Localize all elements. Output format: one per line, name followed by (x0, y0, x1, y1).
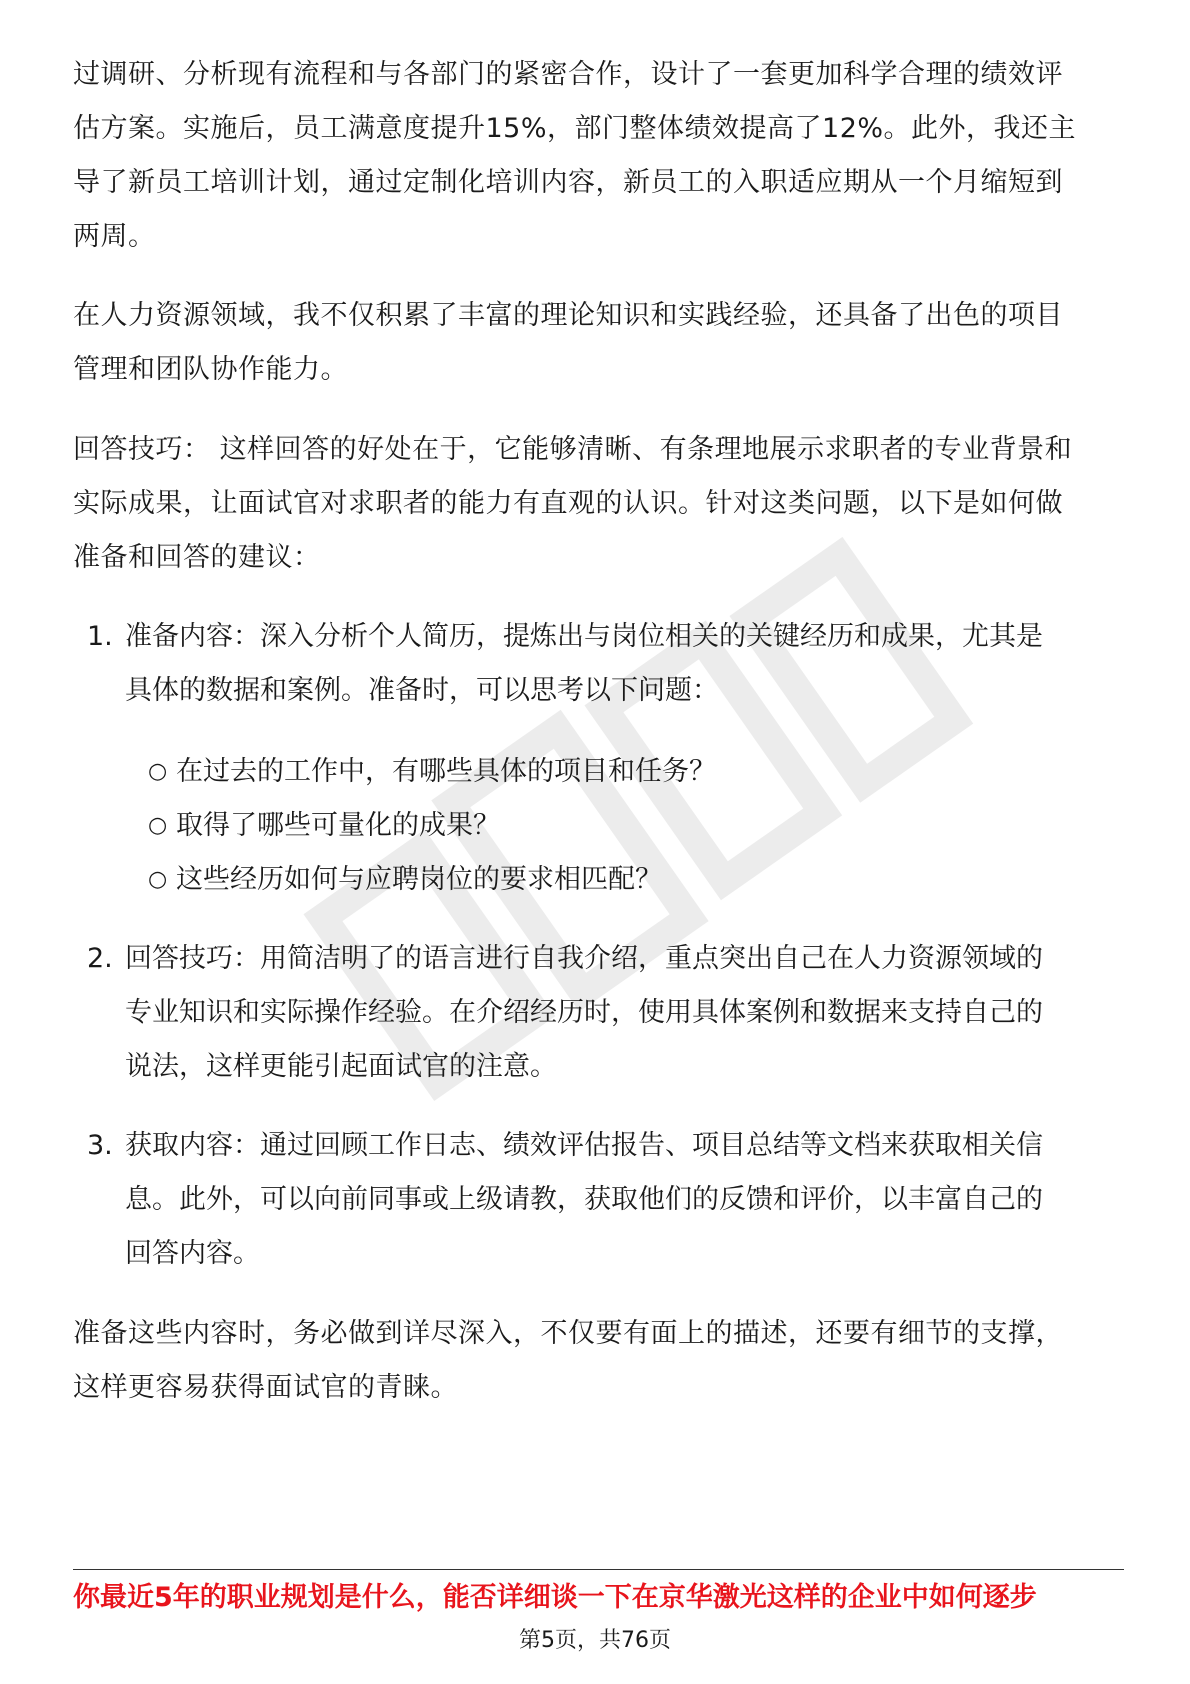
circle-bullet-icon: ○ (148, 867, 168, 892)
list-number: 3. (87, 1130, 113, 1161)
text-line: 过调研、分析现有流程和与各部门的紧密合作，设计了一套更加科学合理的绩效评 (73, 59, 1063, 90)
list-text-line: 回答技巧：用简洁明了的语言进行自我介绍，重点突出自己在人力资源领域的 (125, 943, 1043, 974)
text-line: 这样更容易获得面试官的青睐。 (73, 1372, 458, 1403)
list-text-line: 准备内容：深入分析个人简历，提炼出与岗位相关的关键经历和成果，尤其是 (125, 621, 1043, 652)
text-line: 管理和团队协作能力。 (73, 354, 348, 385)
text-line: 导了新员工培训计划，通过定制化培训内容，新员工的入职适应期从一个月缩短到 (73, 167, 1063, 198)
list-text-line: 获取内容：通过回顾工作日志、绩效评估报告、项目总结等文档来获取相关信 (125, 1130, 1043, 1161)
text-line: 两周。 (73, 221, 156, 252)
text-line: 实际成果，让面试官对求职者的能力有直观的认识。针对这类问题，以下是如何做 (73, 488, 1063, 519)
sub-bullet-text: 在过去的工作中，有哪些具体的项目和任务？ (176, 756, 716, 787)
list-text-line: 具体的数据和案例。准备时，可以思考以下问题： (125, 675, 719, 706)
list-text-line: 说法，这样更能引起面试官的注意。 (125, 1051, 557, 1082)
list-text-line: 专业知识和实际操作经验。在介绍经历时，使用具体案例和数据来支持自己的 (125, 997, 1043, 1028)
circle-bullet-icon: ○ (148, 813, 168, 838)
list-text-line: 回答内容。 (125, 1238, 260, 1269)
list-number: 2. (87, 943, 113, 974)
next-question-heading: 你最近5年的职业规划是什么，能否详细谈一下在京华激光这样的企业中如何逐步 (73, 1582, 1037, 1613)
sub-bullet-text: 取得了哪些可量化的成果？ (176, 810, 500, 841)
text-line: 准备和回答的建议： (73, 542, 321, 573)
sub-bullet-text: 这些经历如何与应聘岗位的要求相匹配？ (176, 864, 662, 895)
circle-bullet-icon: ○ (148, 759, 168, 784)
list-number: 1. (87, 621, 113, 652)
footer-divider (73, 1569, 1124, 1570)
text-line: 回答技巧： 这样回答的好处在于，它能够清晰、有条理地展示求职者的专业背景和 (73, 434, 1073, 465)
page-number: 第5页，共76页 (519, 1628, 671, 1653)
text-line: 准备这些内容时，务必做到详尽深入，不仅要有面上的描述，还要有细节的支撑， (73, 1318, 1063, 1349)
list-text-line: 息。此外，可以向前同事或上级请教，获取他们的反馈和评价，以丰富自己的 (125, 1184, 1043, 1215)
text-line: 估方案。实施后，员工满意度提升15%，部门整体绩效提高了12%。此外，我还主 (73, 113, 1077, 144)
text-line: 在人力资源领域，我不仅积累了丰富的理论知识和实践经验，还具备了出色的项目 (73, 300, 1063, 331)
